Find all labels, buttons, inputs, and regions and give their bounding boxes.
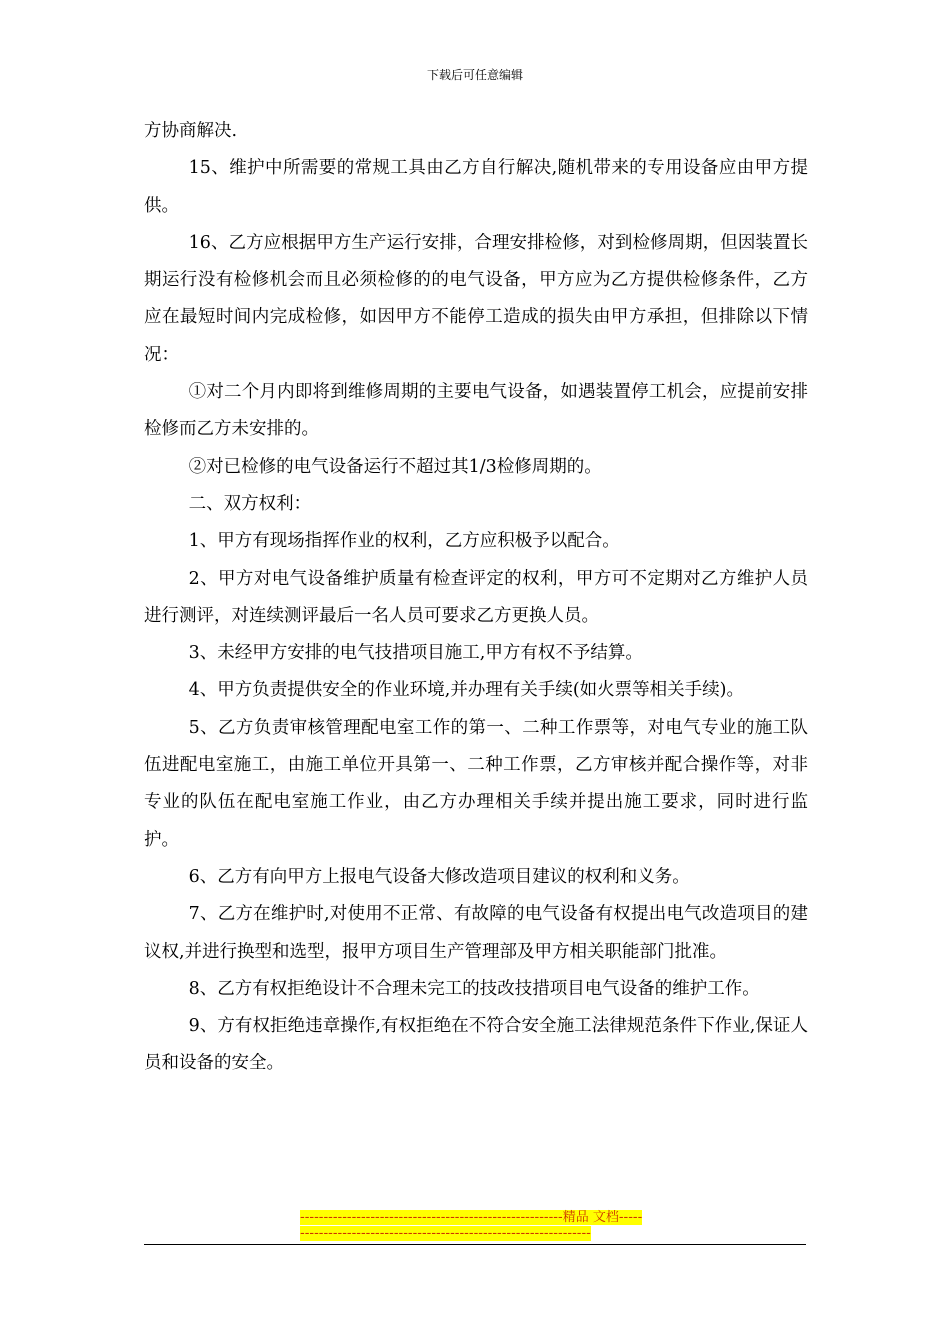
document-body — [144, 113, 808, 1083]
paragraph: ①对二个月内即将到维修周期的主要电气设备，如遇装置停工机会，应提前安排检修而乙方未安排的。 — [144, 382, 808, 440]
page-header: 下载后可任意编辑 — [426, 68, 523, 82]
paragraph: 16、乙方应根据甲方生产运行安排，合理安排检修，对到检修周期，但因装置长期运行没有检修机会而且必须检修的的电气设备，甲方应为乙方提供检修条件，乙方应在最短时间内完成检修，如因甲方不能停工造成的损失由甲方承担，但排除以下情况： — [144, 232, 808, 365]
footer-watermark — [300, 1210, 646, 1242]
paragraph: 3、未经甲方安排的电气技措项目施工,甲方有权不予结算。 — [188, 643, 643, 664]
paragraph: 1、甲方有现场指挥作业的权利，乙方应积极予以配合。 — [188, 531, 620, 552]
paragraph: 8、乙方有权拒绝设计不合理未完工的技改技措项目电气设备的维护工作。 — [188, 978, 760, 999]
paragraph: 4、甲方负责提供安全的作业环境,并办理有关手续(如火票等相关手续)。 — [188, 680, 744, 701]
paragraph: 9、方有权拒绝违章操作,有权拒绝在不符合安全施工法律规范条件下作业,保证人员和设备的安全。 — [144, 1016, 808, 1074]
paragraph: 5、乙方负责审核管理配电室工作的第一、二种工作票等，对电气专业的施工队伍进配电室施工，由施工单位开具第一、二种工作票，乙方审核并配合操作等，对非专业的队伍在配电室施工作业，由乙方办理相关手续并提出施工要求，同时进行监护。 — [144, 717, 808, 850]
paragraph: 方协商解决. — [144, 121, 238, 141]
footer-divider — [144, 1244, 806, 1245]
paragraph: 7、乙方在维护时,对使用不正常、有故障的电气设备有权提出电气改造项目的建议权,并进行换型和选型，报甲方项目生产管理部及甲方相关职能部门批准。 — [144, 904, 808, 962]
paragraph: ②对已检修的电气设备运行不超过其1/3检修周期的。 — [188, 456, 602, 477]
paragraph: 6、乙方有向甲方上报电气设备大修改造项目建议的权利和义务。 — [188, 866, 690, 887]
section-heading: 二、双方权利： — [188, 493, 312, 514]
paragraph: 15、维护中所需要的常规工具由乙方自行解决,随机带来的专用设备应由甲方提供。 — [144, 158, 808, 216]
paragraph: 2、甲方对电气设备维护质量有检查评定的权利，甲方可不定期对乙方维护人员进行测评，对连续测评最后一名人员可要求乙方更换人员。 — [144, 568, 808, 626]
footer-watermark-text: --------------------------------------------------------精品 文档------------------------------------------------------------------- — [300, 1210, 643, 1241]
